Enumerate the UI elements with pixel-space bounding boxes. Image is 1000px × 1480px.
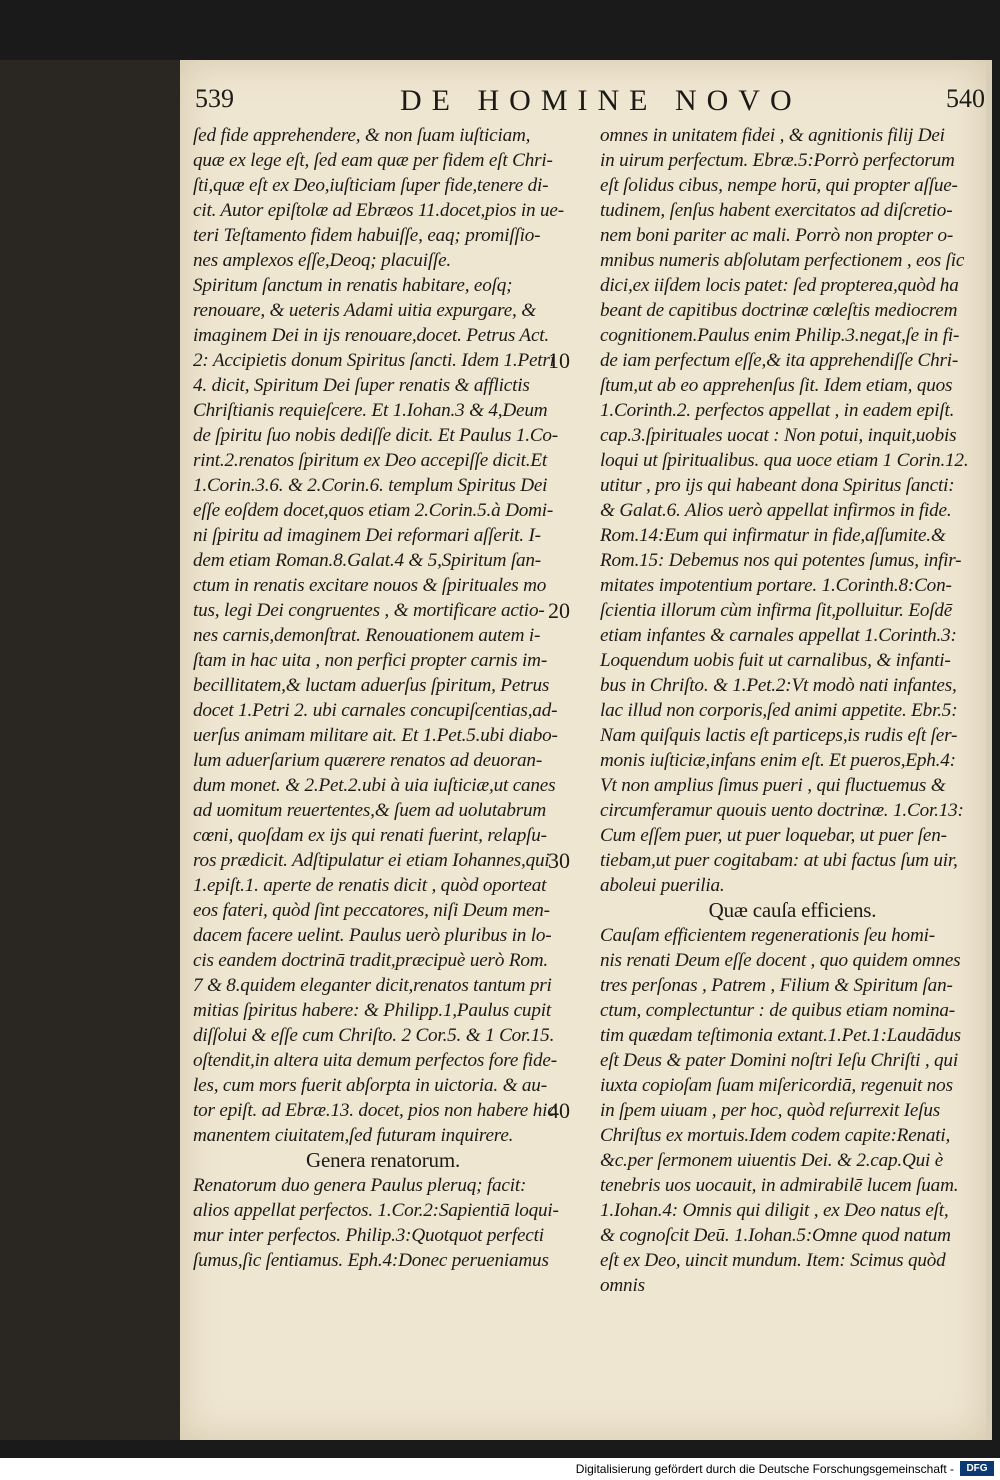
text-line: utitur , pro ijs qui habeant dona Spiritus ſancti: bbox=[600, 475, 955, 496]
text-line: tiebam,ut puer cogitabam: at ubi factus ſum uir, bbox=[600, 850, 958, 871]
text-line: uerſus animam militare ait. Et 1.Pet.5.ubi diabo- bbox=[193, 725, 558, 746]
text-line: ros prædicit. Adſtipulatur ei etiam Iohannes,qui bbox=[193, 850, 550, 871]
line-number: 30 bbox=[548, 848, 570, 873]
text-line: ſtam in hac uita , non perfici propter carnis im- bbox=[193, 650, 548, 671]
text-line: eos fateri, quòd ſint peccatores, niſi Deum men- bbox=[193, 900, 550, 921]
text-line: ad uomitum reuertentes,& ſuem ad uolutabrum bbox=[193, 800, 547, 821]
text-line: teri Teſtamento fidem habuiſſe, eaq; promiſſio- bbox=[193, 225, 541, 246]
text-line: nes carnis,demonſtrat. Renouationem autem i- bbox=[193, 625, 541, 646]
text-line: diſſolui & eſſe cum Chriſto. 2 Cor.5. & 1 Cor.15. bbox=[193, 1025, 555, 1046]
text-line: mnibus numeris abſolutam perfectionem , eos ſic bbox=[600, 250, 965, 271]
text-line: Spiritum ſanctum in renatis habitare, eoſq; bbox=[193, 275, 513, 296]
text-line: rint.2.renatos ſpiritum ex Deo accepiſſe dicit.Et bbox=[193, 450, 547, 471]
text-line: 2: Accipietis donum Spiritus ſancti. Idem 1.Petri bbox=[193, 350, 555, 371]
text-line: Nam quiſquis lactis eſt particeps,is rudis eſt ſer- bbox=[600, 725, 958, 746]
text-line: iuxta copioſam ſuam miſericordiā, regenuit nos bbox=[600, 1075, 953, 1096]
text-line: ſtum,ut ab eo apprehenſus ſit. Idem etiam, quos bbox=[600, 375, 953, 396]
footer-credit: Digitalisierung gefördert durch die Deutsche Forschungsgemeinschaft - bbox=[575, 1462, 954, 1476]
text-line: eſt ſolidus cibus, nempe horū, qui propter aſſue- bbox=[600, 175, 958, 196]
text-line: omnis bbox=[600, 1275, 645, 1296]
text-line: eſſe eoſdem docet,quos etiam 2.Corin.5.à Domi- bbox=[193, 500, 554, 521]
text-line: 1.epiſt.1. aperte de renatis dicit , quòd oporteat bbox=[193, 875, 547, 896]
text-line: cis eandem doctrinā tradit,præcipuè uerò Rom. bbox=[193, 950, 548, 971]
text-line: Vt non amplius ſimus pueri , qui fluctuemus & bbox=[600, 775, 946, 796]
text-line: alios appellat perfectos. 1.Cor.2:Sapientiā loqui- bbox=[193, 1200, 559, 1221]
text-line: dum monet. & 2.Pet.2.ubi à uia iuſticiæ,ut canes bbox=[193, 775, 556, 796]
text-line: de ſpiritu ſuo nobis dediſſe dicit. Et Paulus 1.Co- bbox=[193, 425, 558, 446]
facing-page-edge bbox=[0, 60, 180, 1440]
text-line: nem boni pariter ac mali. Porrò non propter o- bbox=[600, 225, 954, 246]
text-line: dacem facere uelint. Paulus uerò pluribus in lo- bbox=[193, 925, 552, 946]
text-line: tus, legi Dei congruentes , & mortificare actio- bbox=[193, 600, 545, 621]
line-number: 40 bbox=[548, 1098, 570, 1123]
text-line: eſt ex Deo, uincit mundum. Item: Scimus quòd bbox=[600, 1250, 946, 1271]
text-line: 1.Corinth.2. perfectos appellat , in eadem epiſt. bbox=[600, 400, 955, 421]
page-edge bbox=[986, 60, 992, 1440]
text-line: & Galat.6. Alios uerò appellat infirmos in fide. bbox=[600, 500, 952, 521]
text-line: manentem ciuitatem,ſed futuram inquirere. bbox=[193, 1125, 514, 1146]
running-head bbox=[195, 84, 985, 124]
text-line: 1.Corin.3.6. & 2.Corin.6. templum Spiritus Dei bbox=[193, 475, 548, 496]
text-line: becillitatem,& luctam aduerſus ſpiritum, Petrus bbox=[193, 675, 550, 696]
text-line: ſed fide apprehendere, & non ſuam iuſticiam, bbox=[193, 125, 531, 146]
dfg-logo: DFG bbox=[960, 1461, 994, 1476]
text-line: quæ ex lege eſt, ſed eam quæ per fidem eſt Chri- bbox=[193, 150, 553, 171]
text-line: Loquendum uobis fuit ut carnalibus, & infanti- bbox=[600, 650, 951, 671]
text-line: nes amplexos eſſe,Deoq; placuiſſe. bbox=[193, 250, 452, 271]
text-line: tenebris uos uocauit, in admirabilē lucem ſuam. bbox=[600, 1175, 959, 1196]
text-line: in uirum perfectum. Ebræ.5:Porrò perfectorum bbox=[600, 150, 955, 171]
text-line: ctum, complectuntur : de quibus etiam nomina- bbox=[600, 1000, 955, 1021]
digitization-footer bbox=[0, 1458, 1000, 1480]
text-line: tim quædam teſtimonia extant.1.Pet.1:Laudādus bbox=[600, 1025, 961, 1046]
text-line: etiam infantes & carnales appellat 1.Corinth.3: bbox=[600, 625, 957, 646]
text-line: ctum in renatis excitare nouos & ſpirituales mo bbox=[193, 575, 547, 596]
text-line: de iam perfectum eſſe,& ita apprehendiſſe Chri- bbox=[600, 350, 959, 371]
text-line: renouare, & ueteris Adami uitia expurgare, & bbox=[193, 300, 536, 321]
text-line: tudinem, ſenſus habent exercitatos ad diſcretio- bbox=[600, 200, 953, 221]
text-line: imaginem Dei in ijs renouare,docet. Petrus Act. bbox=[193, 325, 549, 346]
right-text-column bbox=[600, 123, 985, 1298]
text-line: in ſpem uiuam , per hoc, quòd reſurrexit Ieſus bbox=[600, 1100, 941, 1121]
text-line: les, cum mors fuerit abſorpta in uictoria. & au- bbox=[193, 1075, 547, 1096]
text-line: oſtendit,in altera uita demum perfectos fore fide- bbox=[193, 1050, 557, 1071]
text-line: Chriſtus ex mortuis.Idem codem capite:Renati, bbox=[600, 1125, 951, 1146]
section-heading: Genera renatorum. bbox=[305, 1148, 461, 1172]
left-text-column bbox=[193, 123, 573, 1273]
text-line: circumferamur quouis uento doctrinæ. 1.Cor.13: bbox=[600, 800, 964, 821]
text-line: loqui ut ſpiritualibus. qua uoce etiam 1 Corin.12. bbox=[600, 450, 969, 471]
text-line: Cauſam efficientem regenerationis ſeu homi- bbox=[600, 925, 935, 946]
text-line: bus in Chriſto. & 1.Pet.2:Vt modò nati infantes, bbox=[600, 675, 957, 696]
text-line: 7 & 8.quidem eleganter dicit,renatos tantum pri bbox=[193, 975, 552, 996]
line-number: 10 bbox=[548, 348, 570, 373]
text-line: Rom.15: Debemus nos qui potentes ſumus, infir- bbox=[600, 550, 962, 571]
text-line: & cognoſcit Deū. 1.Iohan.5:Omne quod natum bbox=[600, 1225, 951, 1246]
text-line: mur inter perfectos. Philip.3:Quotquot perfecti bbox=[193, 1225, 544, 1246]
text-line: eſt Deus & pater Domini noſtri Ieſu Chriſti , qui bbox=[600, 1050, 958, 1071]
text-line: 4. dicit, Spiritum Dei ſuper renatis & afflictis bbox=[193, 375, 530, 396]
text-line: &c.per ſermonem uiuentis Dei. & 2.cap.Qui è bbox=[600, 1150, 944, 1171]
text-line: ſcientia illorum cùm infirma ſit,polluitur. Eoſdē bbox=[600, 600, 953, 621]
text-line: dici,ex iiſdem locis patet: ſed propterea,quòd ha bbox=[600, 275, 959, 296]
section-heading: Quæ cauſa efficiens. bbox=[708, 898, 877, 922]
text-line: cognitionem.Paulus enim Philip.3.negat,ſe in fi- bbox=[600, 325, 960, 346]
text-line: Cum eſſem puer, ut puer loquebar, ut puer ſen- bbox=[600, 825, 947, 846]
text-line: ſumus,ſic ſentiamus. Eph.4:Donec perueniamus bbox=[193, 1250, 549, 1271]
text-line: mitates impotentium portare. 1.Corinth.8:Con- bbox=[600, 575, 952, 596]
text-line: beant de capitibus doctrinæ cœleſtis mediocrem bbox=[600, 300, 958, 321]
text-line: cit. Autor epiſtolæ ad Ebræos 11.docet,pios in ue- bbox=[193, 200, 564, 221]
text-line: lum aduerſarium quærere renatos ad deuoran- bbox=[193, 750, 543, 771]
text-line: omnes in unitatem fidei , & agnitionis filij Dei bbox=[600, 125, 945, 146]
text-line: monis iuſticiæ,infans enim eſt. Et pueros,Eph.4: bbox=[600, 750, 956, 771]
page-number-right: 540 bbox=[946, 84, 985, 113]
text-line: ni ſpiritu ad imaginem Dei reformari aſſerit. I- bbox=[193, 525, 541, 546]
page-title: DE HOMINE NOVO bbox=[400, 84, 802, 117]
text-line: cœni, quoſdam ex ijs qui renati fuerint, relapſu- bbox=[193, 825, 547, 846]
text-line: lac illud non corporis,ſed animi appetite. Ebr.5: bbox=[600, 700, 958, 721]
text-line: nis renati Deum eſſe docent , quo quidem omnes bbox=[600, 950, 961, 971]
text-line: docet 1.Petri 2. ubi carnales concupiſcentias,ad- bbox=[193, 700, 558, 721]
page-number-left: 539 bbox=[195, 84, 234, 113]
text-line: mitias ſpiritus habere: & Philipp.1,Paulus cupit bbox=[193, 1000, 551, 1021]
text-line: aboleui puerilia. bbox=[600, 875, 725, 896]
text-line: Rom.14:Eum qui infirmatur in fide,aſſumite.& bbox=[600, 525, 946, 546]
text-line: tres perſonas , Patrem , Filium & Spiritum ſan- bbox=[600, 975, 953, 996]
text-line: cap.3.ſpirituales uocat : Non potui, inquit,uobis bbox=[600, 425, 957, 446]
text-line: 1.Iohan.4: Omnis qui diligit , ex Deo natus eſt, bbox=[600, 1200, 949, 1221]
text-line: Renatorum duo genera Paulus pleruq; facit: bbox=[193, 1175, 527, 1196]
text-line: ſti,quæ eſt ex Deo,iuſticiam ſuper fide,tenere di- bbox=[193, 175, 549, 196]
text-line: dem etiam Roman.8.Galat.4 & 5,Spiritum ſan- bbox=[193, 550, 541, 571]
text-line: tor epiſt. ad Ebræ.13. docet, pios non habere hic bbox=[193, 1100, 556, 1121]
line-number: 20 bbox=[548, 598, 570, 623]
text-line: Chriſtianis requieſcere. Et 1.Iohan.3 & 4,Deum bbox=[193, 400, 548, 421]
